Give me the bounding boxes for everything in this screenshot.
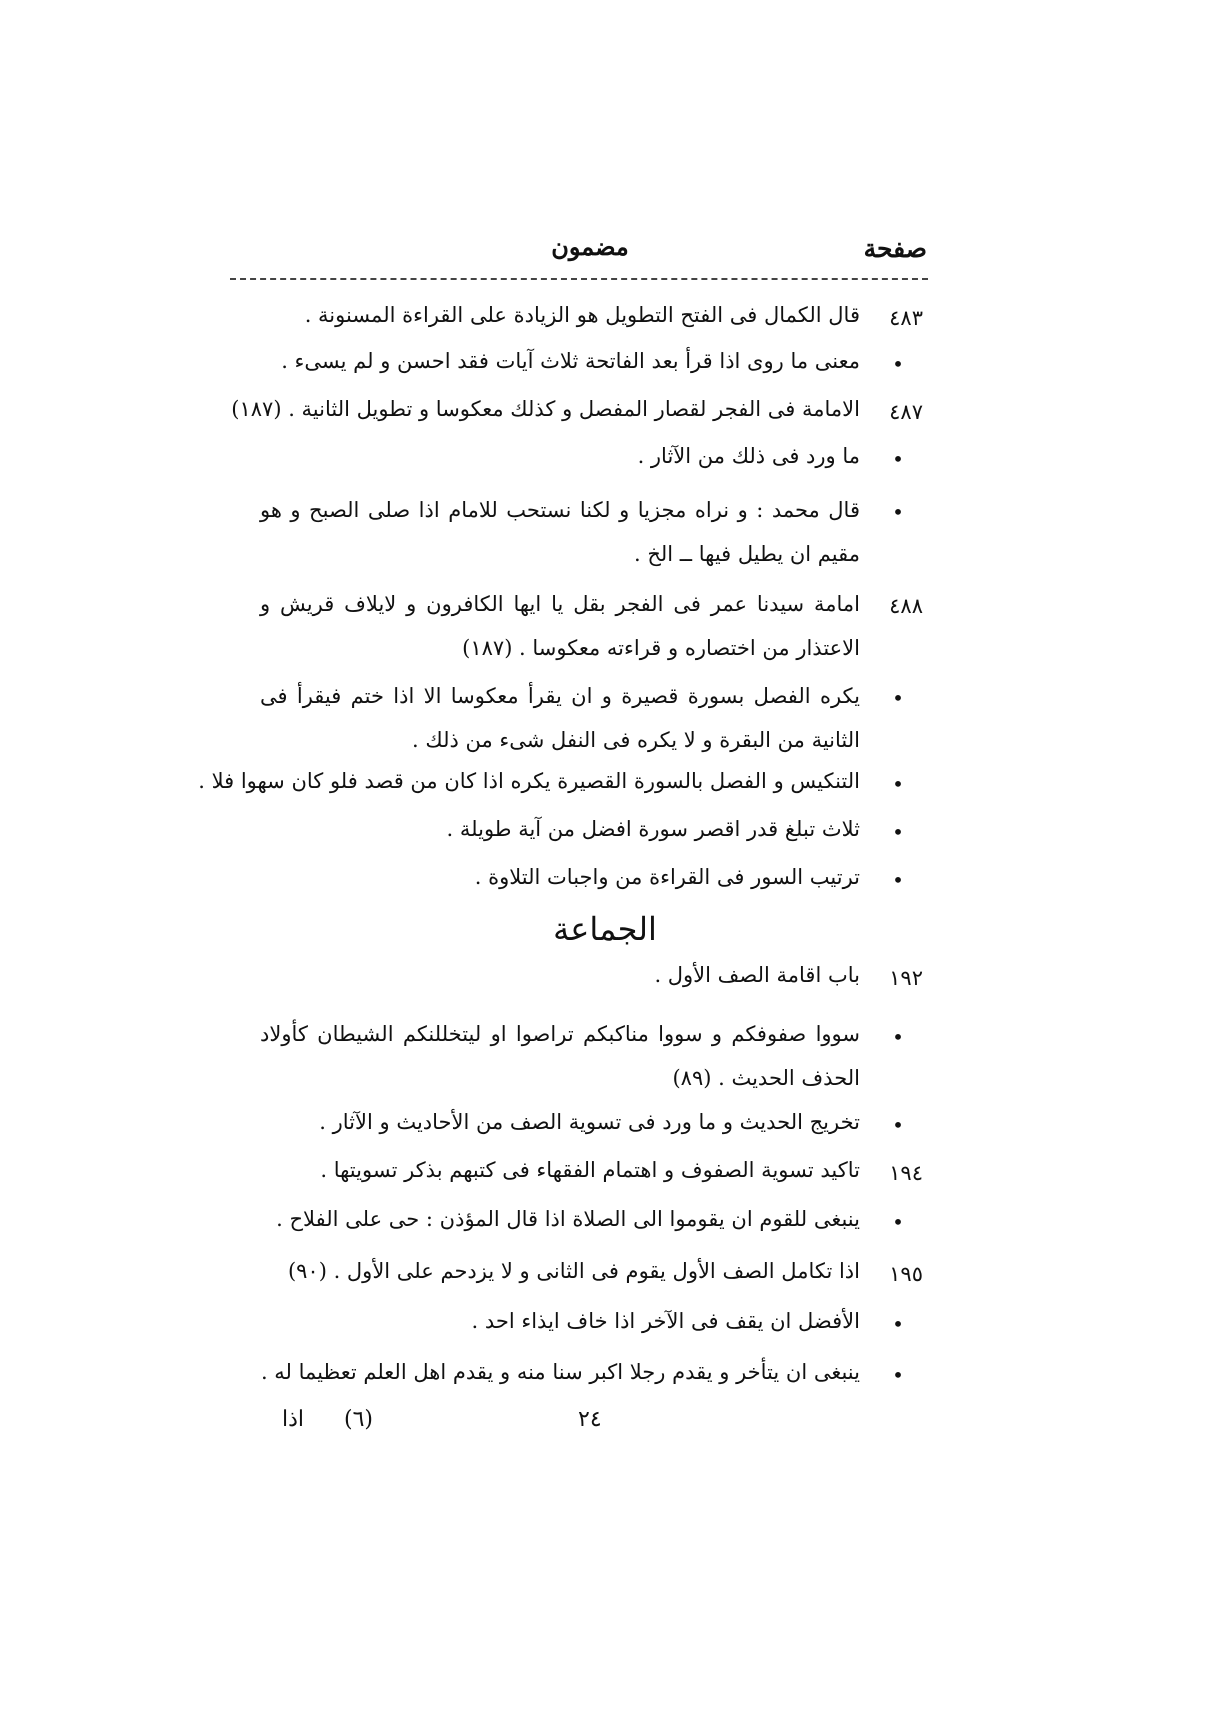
header-divider — [230, 278, 928, 280]
entry-text: الامامة فى الفجر لقصار المفصل و كذلك معكوسا و تطويل الثانية . (١٨٧) — [231, 397, 860, 421]
entry-text: الأفضل ان يقف فى الآخر اذا خاف ايذاء احد . — [471, 1309, 860, 1333]
entry-text: ما ورد فى ذلك من الآثار . — [637, 444, 860, 468]
bullet-marker: • — [892, 1363, 904, 1387]
entry-text: اذا تكامل الصف الأول يقوم فى الثانى و لا يزدحم على الأول . (٩٠) — [287, 1259, 860, 1283]
column-header-page: صفحة — [863, 234, 927, 263]
bullet-marker: • — [892, 352, 904, 376]
bullet-marker: • — [892, 772, 904, 796]
entry-text: تخريج الحديث و ما ورد فى تسوية الصف من الأحاديث و الآثار . — [319, 1110, 860, 1134]
bullet-marker: • — [892, 1025, 904, 1049]
entry-page-number: ٤٨٣ — [889, 306, 923, 330]
catchword: اذا — [282, 1407, 305, 1432]
entry-text: قال محمد : و نراه مجزيا و لكنا نستحب للامام اذا صلى الصبح و هو مقيم ان يطيل فيها ــ الخ . — [260, 498, 860, 566]
entry-text: امامة سيدنا عمر فى الفجر بقل يا ايها الكافرون و لايلاف قريش و الاعتذار من اختصاره و قراءته معكوسا . (١٨٧) — [260, 592, 860, 660]
entry-text: تاكيد تسوية الصفوف و اهتمام الفقهاء فى كتبهم بذكر تسويتها . — [320, 1158, 860, 1182]
entry-text: ثلاث تبلغ قدر اقصر سورة افضل من آية طويلة . — [446, 817, 860, 841]
bullet-marker: • — [892, 500, 904, 524]
bullet-marker: • — [892, 1210, 904, 1234]
bullet-marker: • — [892, 1113, 904, 1137]
entry-text: قال الكمال فى الفتح التطويل هو الزيادة على القراءة المسنونة . — [304, 303, 860, 327]
entry-text: معنى ما روى اذا قرأ بعد الفاتحة ثلاث آيات فقد احسن و لم يسىء . — [281, 349, 860, 373]
entry-page-number: ١٩٤ — [889, 1161, 923, 1185]
signature-mark: (٦) — [344, 1407, 374, 1432]
section-heading: الجماعة — [553, 910, 657, 948]
entry-text: التنكيس و الفصل بالسورة القصيرة يكره اذا كان من قصد فلو كان سهوا فلا . — [198, 769, 860, 793]
entry-text: ترتيب السور فى القراءة من واجبات التلاوة . — [474, 865, 860, 889]
entry-text: ينبغى للقوم ان يقوموا الى الصلاة اذا قال المؤذن : حى على الفلاح . — [276, 1207, 860, 1231]
entry-page-number: ٤٨٧ — [889, 400, 923, 424]
column-header-content: مضمون — [551, 232, 629, 261]
entry-page-number: ٤٨٨ — [889, 594, 923, 618]
page-number: ٢٤ — [578, 1407, 602, 1432]
entry-page-number: ١٩٢ — [889, 966, 923, 990]
entry-text: سووا صفوفكم و سووا مناكبكم تراصوا او ليتخللنكم الشيطان كأولاد الحذف الحديث . (٨٩) — [260, 1022, 860, 1090]
entry-text: يكره الفصل بسورة قصيرة و ان يقرأ معكوسا الا اذا ختم فيقرأ فى الثانية من البقرة و لا يكره فى النفل شىء من ذلك . — [260, 684, 860, 752]
bullet-marker: • — [892, 447, 904, 471]
bullet-marker: • — [892, 868, 904, 892]
entry-page-number: ١٩٥ — [889, 1262, 923, 1286]
bullet-marker: • — [892, 1312, 904, 1336]
bullet-marker: • — [892, 686, 904, 710]
bullet-marker: • — [892, 820, 904, 844]
entry-text: باب اقامة الصف الأول . — [654, 963, 860, 987]
entry-text: ينبغى ان يتأخر و يقدم رجلا اكبر سنا منه و يقدم اهل العلم تعظيما له . — [260, 1360, 860, 1384]
